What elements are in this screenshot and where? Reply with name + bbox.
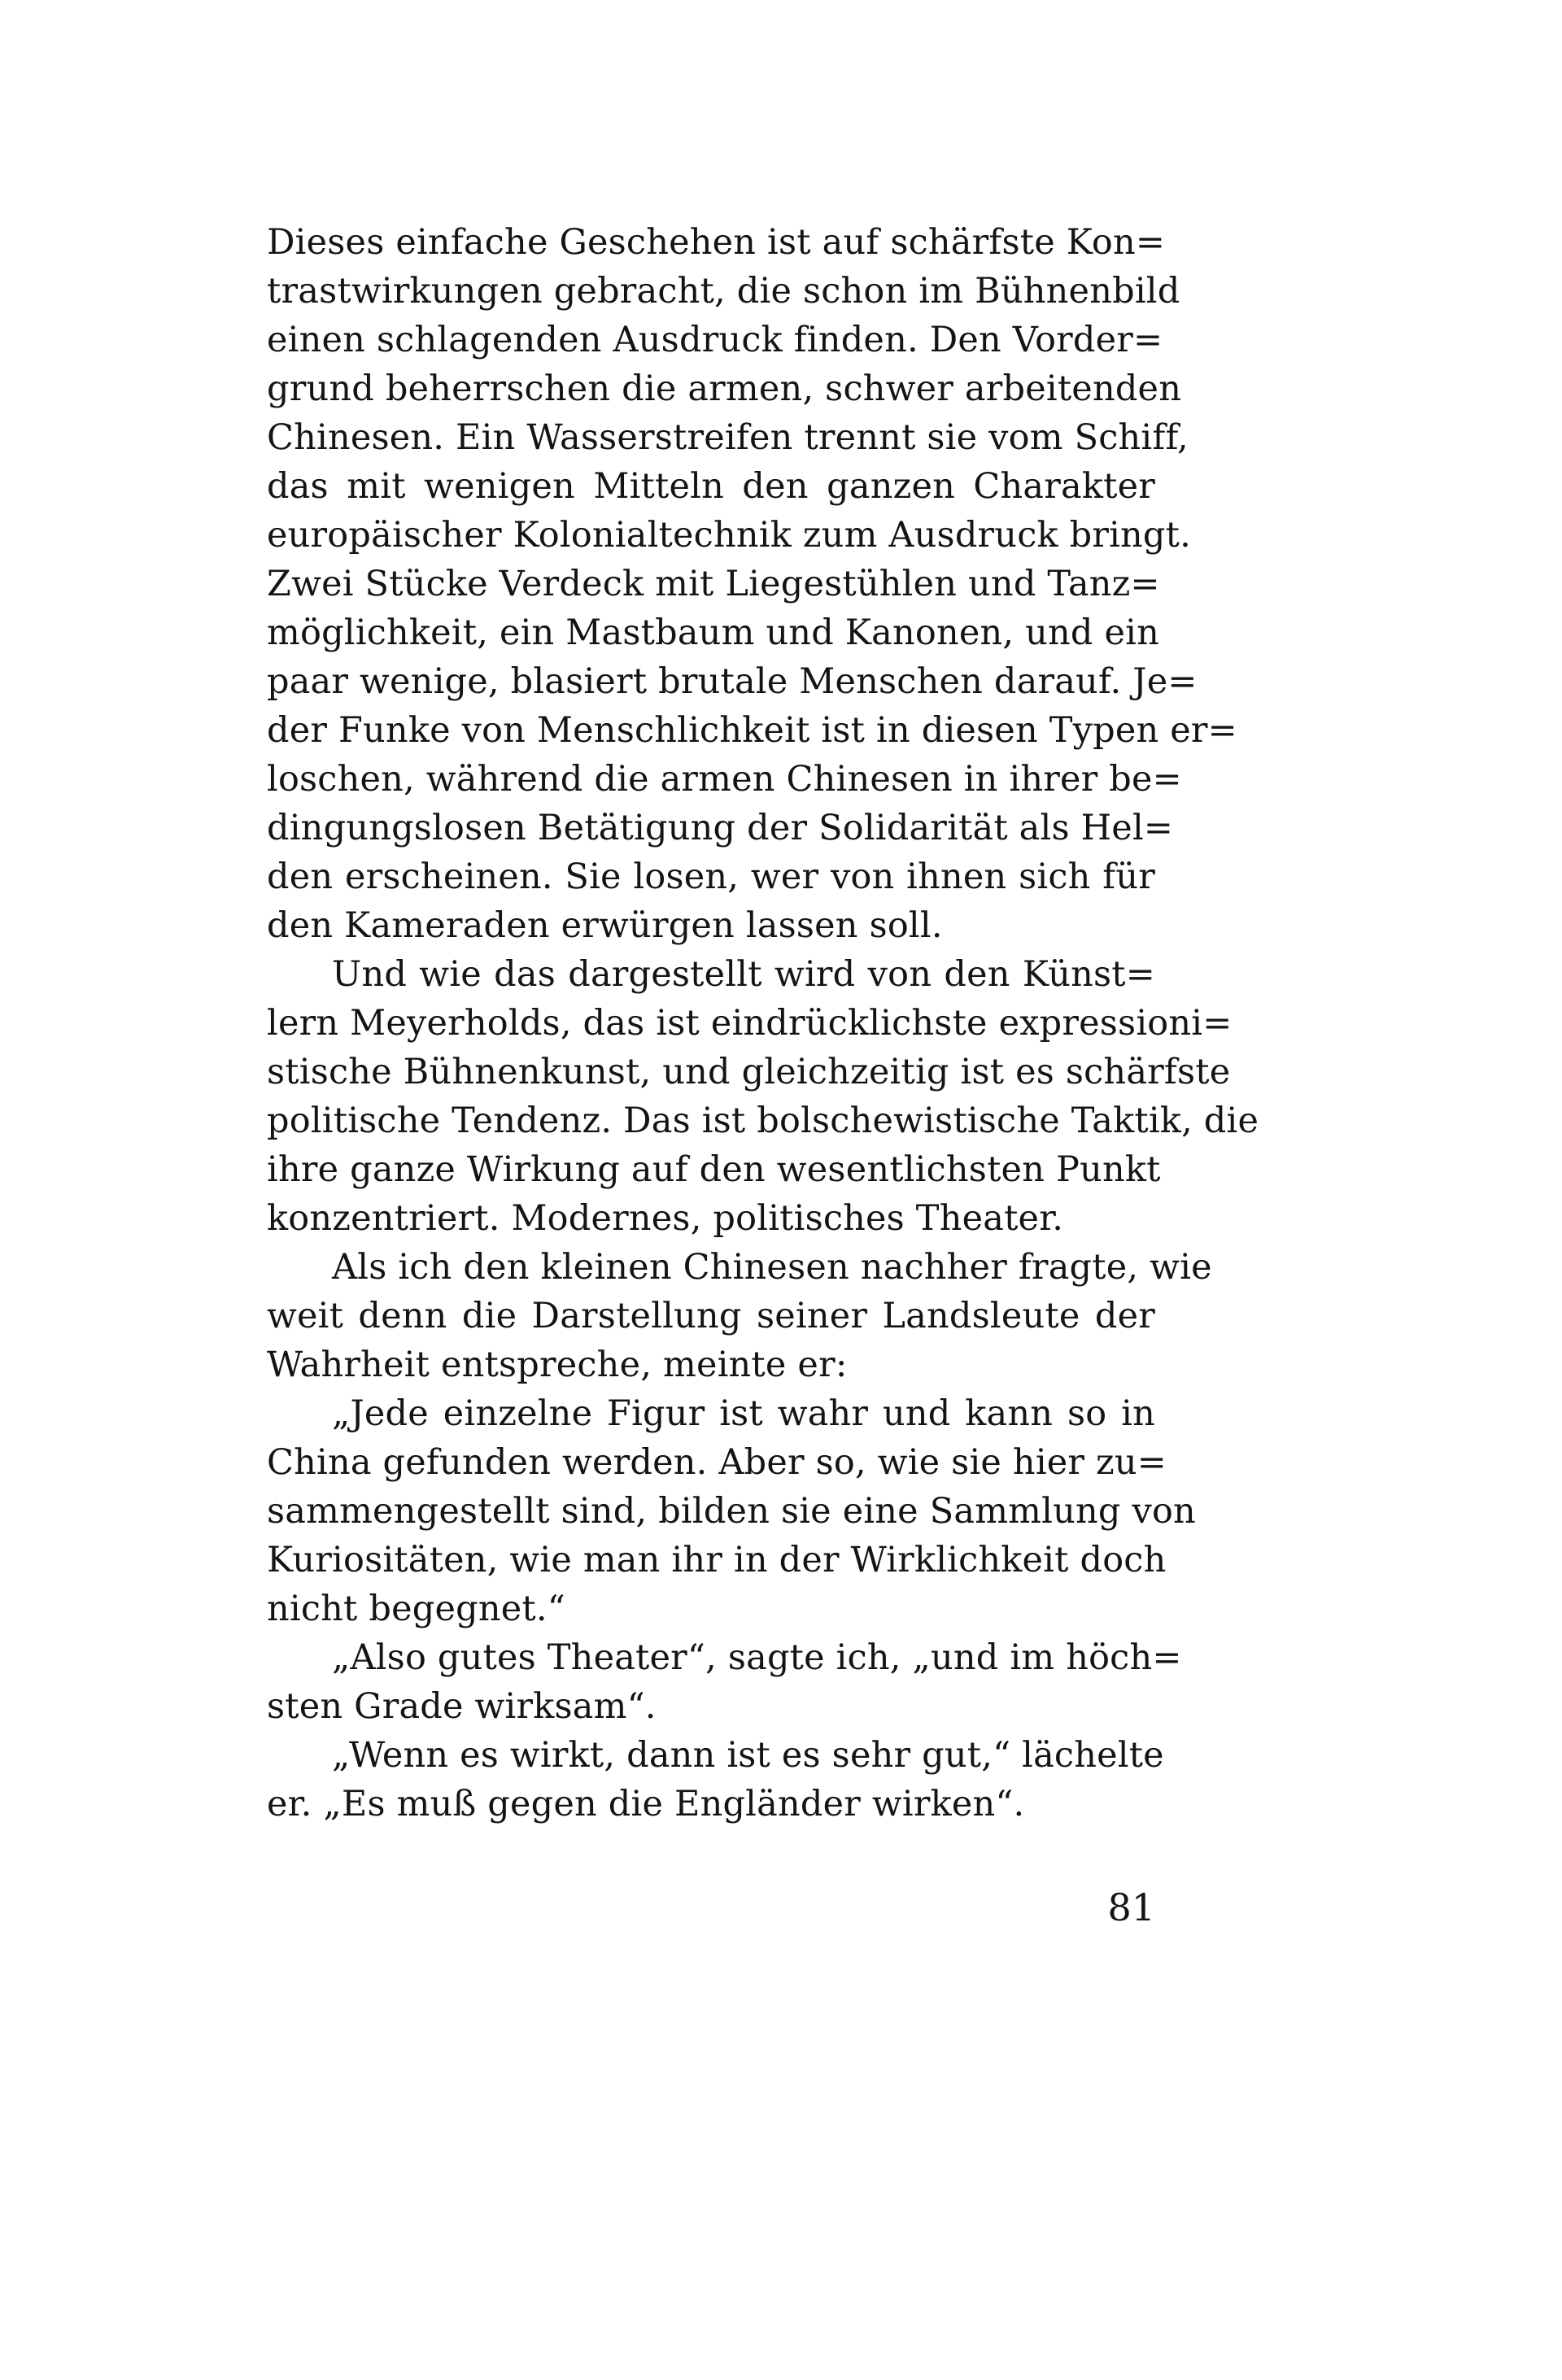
text-line: einen schlagenden Ausdruck finden. Den Vorder= [267, 320, 1163, 360]
text-line: er. „Es muß gegen die Engländer wirken“. [267, 1784, 1025, 1824]
text-line: den erscheinen. Sie losen, wer von ihnen sich für [267, 857, 1155, 897]
text-line: Und wie das dargestellt wird von den Künst= [332, 954, 1155, 995]
text-line: loschen, während die armen Chinesen in ihrer be= [267, 759, 1182, 800]
text-line: europäischer Kolonialtechnik zum Ausdruck bringt. [267, 515, 1192, 556]
body-text [267, 218, 1259, 1829]
text-line: nicht begegnet.“ [267, 1589, 565, 1629]
text-line: Zwei Stücke Verdeck mit Liegestühlen und Tanz= [267, 564, 1160, 604]
text-line: sammengestellt sind, bilden sie eine Sammlung von [267, 1491, 1196, 1532]
text-line: dingungslosen Betätigung der Solidarität als Hel= [267, 808, 1174, 848]
text-line: trastwirkungen gebracht, die schon im Bühnenbild [267, 271, 1180, 312]
text-line: Als ich den kleinen Chinesen nachher fragte, wie [332, 1247, 1212, 1288]
text-line: „Also gutes Theater“, sagte ich, „und im höch= [332, 1637, 1182, 1678]
text-line: lern Meyerholds, das ist eindrücklichste expressioni= [267, 1003, 1233, 1044]
text-line: „Wenn es wirkt, dann ist es sehr gut,“ lächelte [332, 1735, 1164, 1776]
text-line: „Jede einzelne Figur ist wahr und kann so in [332, 1393, 1155, 1434]
text-line: ihre ganze Wirkung auf den wesentlichsten Punkt [267, 1149, 1161, 1190]
text-line: konzentriert. Modernes, politisches Theater. [267, 1198, 1064, 1239]
text-line: paar wenige, blasiert brutale Menschen darauf. Je= [267, 661, 1198, 702]
text-line: sten Grade wirksam“. [267, 1686, 657, 1727]
text-line: das mit wenigen Mitteln den ganzen Charakter [267, 466, 1155, 507]
text-line: möglichkeit, ein Mastbaum und Kanonen, und ein [267, 612, 1159, 653]
text-line: der Funke von Menschlichkeit ist in diesen Typen er= [267, 710, 1237, 751]
text-line: weit denn die Darstellung seiner Landsleute der [267, 1296, 1155, 1336]
text-line: grund beherrschen die armen, schwer arbeitenden [267, 368, 1182, 409]
text-line: stische Bühnenkunst, und gleichzeitig ist es schärfste [267, 1052, 1231, 1092]
text-line: Kuriositäten, wie man ihr in der Wirklichkeit doch [267, 1540, 1167, 1580]
text-line: Dieses einfache Geschehen ist auf schärfste Kon= [267, 222, 1166, 263]
text-line: politische Tendenz. Das ist bolschewistische Taktik, die [267, 1101, 1259, 1141]
text-line: China gefunden werden. Aber so, wie sie hier zu= [267, 1442, 1167, 1483]
text-line: Chinesen. Ein Wasserstreifen trennt sie vom Schiff, [267, 417, 1189, 458]
page-number: 81 [1107, 1885, 1155, 1929]
text-line: den Kameraden erwürgen lassen soll. [267, 905, 943, 946]
text-line: Wahrheit entspreche, meinte er: [267, 1345, 848, 1385]
